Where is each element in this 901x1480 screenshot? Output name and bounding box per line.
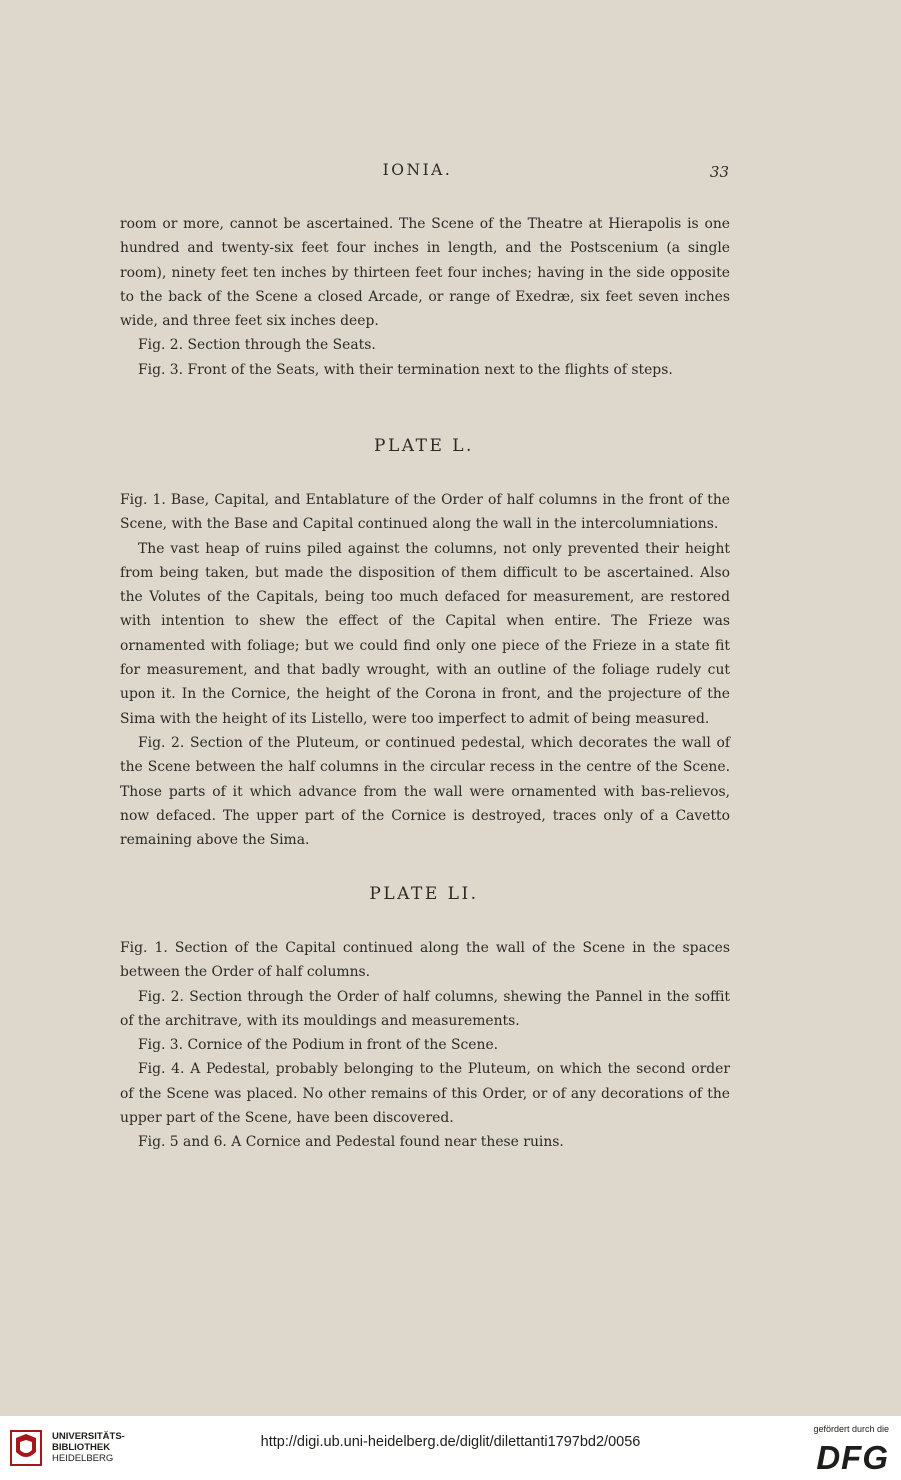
fig-caption: Fig. 2. Section through the Seats. — [138, 337, 376, 354]
library-line: UNIVERSITÄTS- — [52, 1431, 125, 1442]
plate-li-heading: PLATE LI. — [369, 884, 479, 904]
viewer-footer — [0, 1416, 901, 1480]
permalink-url[interactable]: http://digi.ub.uni-heidelberg.de/diglit/dilettanti1797bd2/0056 — [260, 1434, 641, 1450]
plate-l-paragraph: The vast heap of ruins piled against the columns, not only prevented their height from being taken, but made the disposition of them difficult to be ascertained. Also the Volutes of the Capitals, being too much defaced for measurement, are restored with intention to shew the effect of the Capital when entire. The Frieze was ornamented with foliage; but we could find only one piece of the Frieze in a state fit for measurement, and that badly wrought, with an outline of the foliage rudely cut upon it. In the Cornice, the height of the Corona in front, and the projecture of the Sima with the height of its Listello, were too imperfect to admit of being measured. — [120, 540, 730, 727]
fig-caption: Fig. 3. Front of the Seats, with their termination next to the flights of steps. — [138, 361, 673, 378]
plate-li-paragraph: Fig. 1. Section of the Capital continued along the wall of the Scene in the spaces between the Order of half columns. — [120, 940, 730, 981]
plate-li-paragraph: Fig. 5 and 6. A Cornice and Pedestal found near these ruins. — [138, 1134, 564, 1151]
library-line: HEIDELBERG — [52, 1453, 114, 1464]
plate-l-text — [120, 488, 730, 852]
dfg-logo: DFG — [816, 1439, 889, 1476]
plate-li-paragraph: Fig. 2. Section through the Order of half columns, shewing the Pannel in the soffit of the architrave, with its mouldings and measurements. — [120, 988, 730, 1029]
funding-caption: gefördert durch die — [813, 1424, 889, 1434]
plate-l-paragraph: Fig. 1. Base, Capital, and Entablature of the Order of half columns in the front of the Scene, with the Base and Capital continued along the wall in the intercolumniations. — [120, 492, 730, 533]
running-head — [0, 161, 901, 185]
intro-paragraph: room or more, cannot be ascertained. The Scene of the Theatre at Hierapolis is one hundred and twenty-six feet four inches in length, and the Postscenium (a single room), ninety feet ten inches by thirteen feet four inches; having in the side opposite to the back of the Scene a closed Arcade, or range of Exedræ, six feet seven inches wide, and three feet six inches deep. — [120, 216, 730, 330]
intro-text — [120, 212, 730, 382]
plate-li-paragraph: Fig. 3. Cornice of the Podium in front of the Scene. — [138, 1037, 499, 1054]
plate-li-paragraph: Fig. 4. A Pedestal, probably belonging to the Pluteum, on which the second order of the Scene was placed. No other remains of this Order, or of any decorations of the upper part of the Scene, have been discovered. — [120, 1061, 730, 1127]
page-number: 33 — [709, 163, 729, 181]
plate-li-text — [120, 936, 730, 1155]
running-title: IONIA. — [382, 161, 453, 179]
library-line: BIBLIOTHEK — [52, 1442, 111, 1453]
plate-l-heading: PLATE L. — [374, 436, 474, 456]
plate-l-paragraph: Fig. 2. Section of the Pluteum, or continued pedestal, which decorates the wall of the Scene between the half columns in the circular recess in the centre of the Scene. Those parts of it which advance from the wall were ornamented with bas-relievos, now defaced. The upper part of the Cornice is destroyed, traces only of a Cavetto remaining above the Sima. — [120, 734, 730, 849]
